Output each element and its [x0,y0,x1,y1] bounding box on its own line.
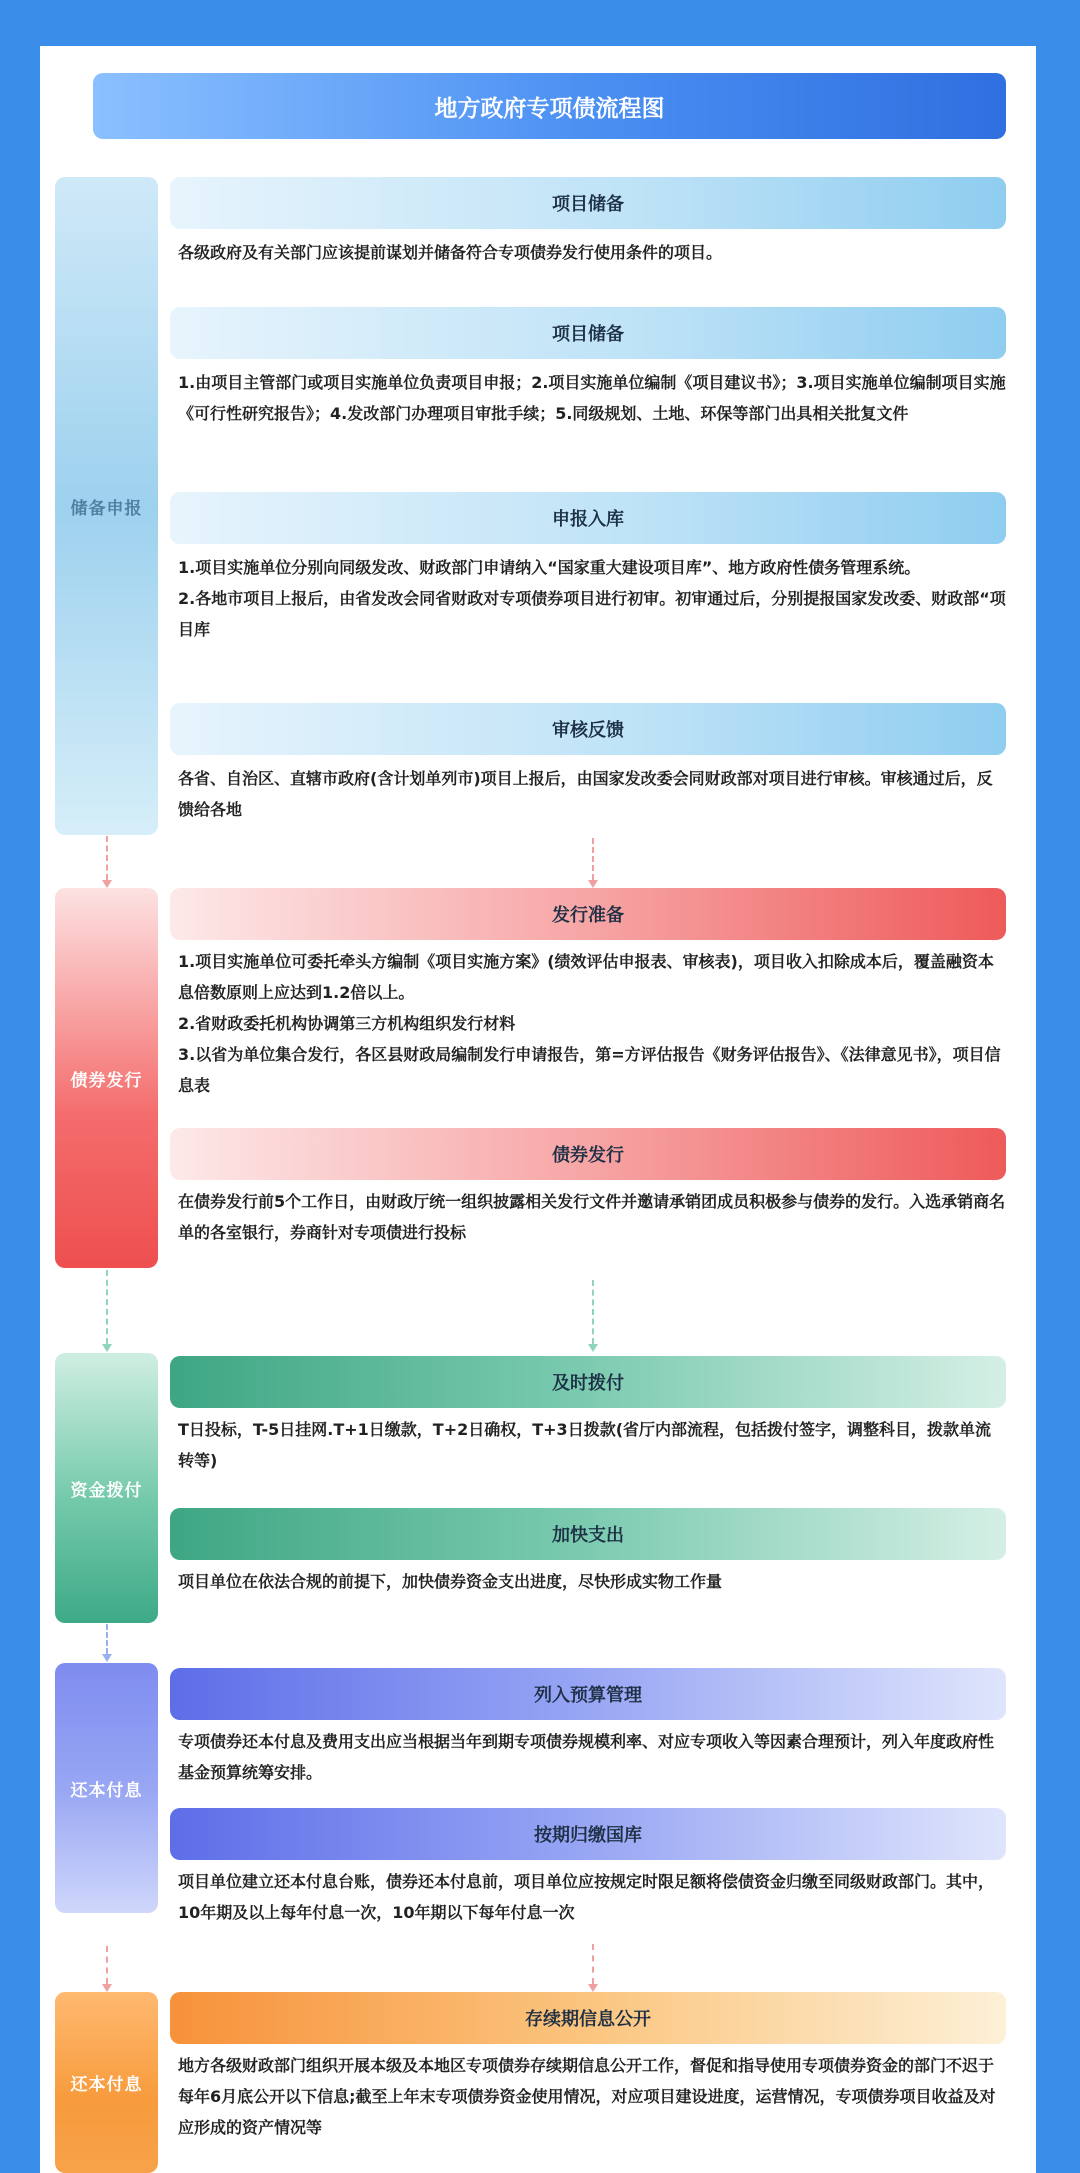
step-head-bond-issue: 债券发行 [170,1128,1006,1180]
step-text: 项目单位在依法合规的前提下，加快债券资金支出进度，尽快形成实物工作量 [178,1572,723,1591]
step-head-treasury-return: 按期归缴国库 [170,1808,1006,1860]
step-body-timely-disburse [178,1414,1006,1476]
step-text: 2.省财政委托机构协调第三方机构组织发行材料 [178,1014,516,1033]
phase-arrow-2 [106,1270,108,1344]
step-text: 地方各级财政部门组织开展本级及本地区专项债券存续期信息公开工作，督促和指导使用专项债券资金的部门不迟于每年6月底公开以下信息;截至上年末专项债券资金使用情况，对应项目建设进度，运营情况，专项债券项目收益及对应形成的资产情况等 [178,2056,996,2137]
step-text: 各省、自治区、直辖市政府(含计划单列市)项目上报后，由国家发改委会同财政部对项目进行审核。审核通过后，反馈给各地 [178,769,993,819]
step-head-project-reserve: 项目储备 [170,177,1006,229]
step-text: 2.各地市项目上报后，由省发改会同省财政对专项债券项目进行初审。初审通过后，分别提报国家发改委、财政部“项目库 [178,589,1006,639]
step-body-project-reserve [178,237,1006,268]
phase-repayment-1: 还本付息 [55,1663,158,1913]
step-body-project-reserve-2 [178,367,1006,429]
step-body-speed-spending [178,1566,1006,1597]
step-body-issue-prep [178,946,1006,1101]
step-head-project-reserve-2: 项目储备 [170,307,1006,359]
phase-fund-disbursement: 资金拨付 [55,1353,158,1623]
step-head-timely-disburse: 及时拨付 [170,1356,1006,1408]
page-title: 地方政府专项债流程图 [93,73,1006,139]
step-head-info-disclosure: 存续期信息公开 [170,1992,1006,2044]
step-arrow-4 [592,1944,594,1984]
step-text: 1.项目实施单位可委托牵头方编制《项目实施方案》(绩效评估申报表、审核表)，项目收入扣除成本后，覆盖融资本息倍数原则上应达到1.2倍以上。 [178,952,994,1002]
step-text: 在债券发行前5个工作日，由财政厅统一组织披露相关发行文件并邀请承销团成员积极参与债券的发行。入选承销商名单的各室银行，券商针对专项债进行投标 [178,1192,1006,1242]
step-text: 1.项目实施单位分别向同级发改、财政部门申请纳入“国家重大建设项目库”、地方政府性债务管理系统。 [178,558,921,577]
phase-repayment-2: 还本付息 [55,1992,158,2173]
phase-bond-issuance: 债券发行 [55,888,158,1268]
step-body-bond-issue [178,1186,1006,1248]
step-body-apply-library [178,552,1006,645]
step-text: 1.由项目主管部门或项目实施单位负责项目申报；2.项目实施单位编制《项目建议书》；3.项目实施单位编制项目实施《可行性研究报告》；4.发改部门办理项目审批手续；5.同级规划、土地、环保等部门出具相关批复文件 [178,373,1006,423]
step-body-review-feedback [178,763,1006,825]
phase-arrow-3 [106,1624,108,1654]
step-head-apply-library: 申报入库 [170,492,1006,544]
step-text: 各级政府及有关部门应该提前谋划并储备符合专项债券发行使用条件的项目。 [178,243,723,262]
phase-reserve-declare: 储备申报 [55,177,158,835]
phase-arrow-1 [106,836,108,880]
phase-arrow-4 [106,1946,108,1984]
step-arrow-1 [592,838,594,880]
step-head-speed-spending: 加快支出 [170,1508,1006,1560]
step-text: 项目单位建立还本付息台账，债券还本付息前，项目单位应按规定时限足额将偿债资金归缴至同级财政部门。其中，10年期及以上每年付息一次，10年期以下每年付息一次 [178,1872,995,1922]
step-text: 专项债券还本付息及费用支出应当根据当年到期专项债券规模利率、对应专项收入等因素合理预计，列入年度政府性基金预算统筹安排。 [178,1732,995,1782]
step-text: 3.以省为单位集合发行，各区县财政局编制发行申请报告，第=方评估报告《财务评估报告》、《法律意见书》，项目信息表 [178,1045,1001,1095]
step-head-budget-management: 列入预算管理 [170,1668,1006,1720]
step-body-info-disclosure [178,2050,1006,2143]
step-head-review-feedback: 审核反馈 [170,703,1006,755]
step-head-issue-prep: 发行准备 [170,888,1006,940]
step-body-budget-management [178,1726,1006,1788]
step-body-treasury-return [178,1866,1006,1928]
step-arrow-2 [592,1280,594,1344]
step-text: T日投标，T-5日挂网.T+1日缴款，T+2日确权，T+3日拨款(省厅内部流程，包括拨付签字，调整科目，拨款单流转等) [178,1420,992,1470]
